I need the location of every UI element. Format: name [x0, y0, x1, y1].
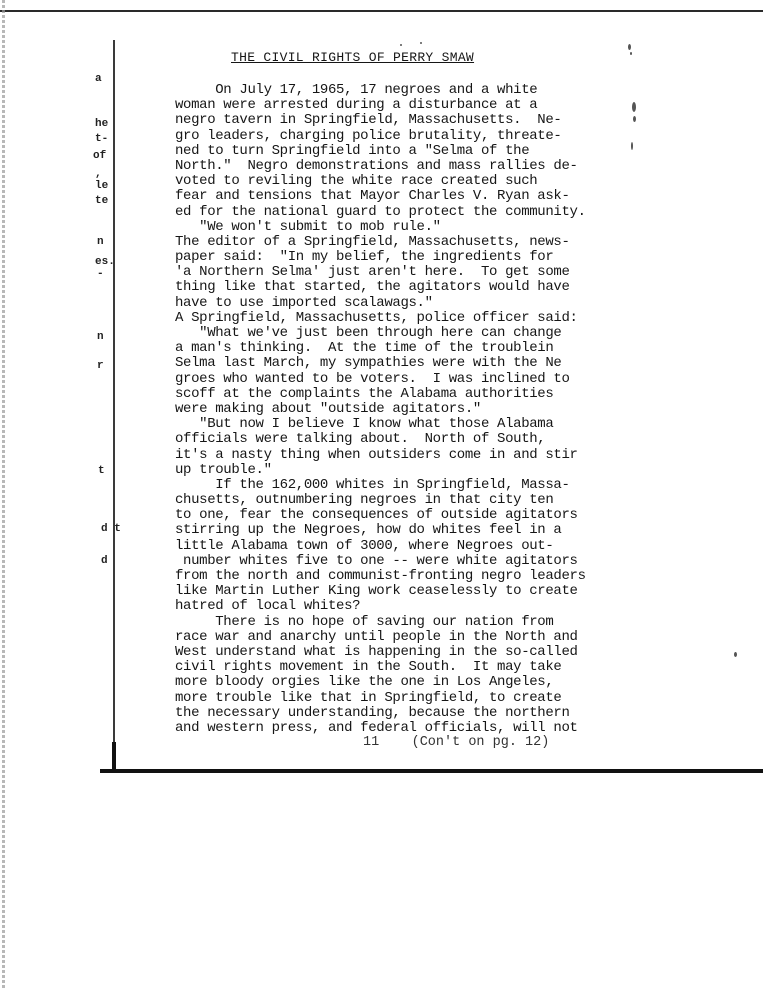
text-line: West understand what is happening in the so-called — [175, 643, 578, 660]
text-line: race war and anarchy until people in the North and — [175, 628, 578, 645]
text-line: gro leaders, charging police brutality, threate- — [175, 127, 562, 144]
text-line: were making about "outside agitators." — [175, 400, 481, 417]
text-line: North." Negro demonstrations and mass rallies de- — [175, 157, 578, 174]
text-line: "We won't submit to mob rule." — [175, 218, 441, 235]
margin-fragment: t- — [95, 133, 109, 145]
text-line: up trouble." — [175, 461, 272, 478]
text-line: Selma last March, my sympathies were with the Ne — [175, 355, 562, 372]
text-line: If the 162,000 whites in Springfield, Massa- — [175, 476, 570, 493]
text-line: a man's thinking. At the time of the troublein — [175, 340, 554, 357]
bottom-border-line — [100, 769, 763, 773]
article-body — [175, 83, 655, 736]
text-line: to one, fear the consequences of outside agitators — [175, 507, 578, 524]
page-title: THE CIVIL RIGHTS OF PERRY SMAW — [231, 50, 475, 65]
text-line: the necessary understanding, because the northern — [175, 704, 570, 721]
previous-page-bleed-column — [0, 0, 130, 990]
margin-fragment: a — [95, 73, 102, 85]
text-line: negro tavern in Springfield, Massachusetts. Ne- — [175, 112, 562, 129]
text-line: A Springfield, Massachusetts, police officer said: — [175, 309, 578, 326]
margin-fragment: , — [95, 168, 102, 180]
text-line: ed for the national guard to protect the community. — [175, 203, 586, 220]
text-line: thing like that started, the agitators would have — [175, 279, 570, 296]
margin-fragment: n — [97, 236, 104, 248]
margin-fragment: he — [95, 118, 109, 130]
text-line: like Martin Luther King work ceaselessly to create — [175, 583, 578, 600]
text-line: ned to turn Springfield into a "Selma of the — [175, 142, 530, 159]
margin-fragment: t — [98, 465, 105, 477]
text-line: chusetts, outnumbering negroes in that city ten — [175, 492, 554, 509]
text-line: On July 17, 1965, 17 negroes and a white — [175, 82, 538, 98]
margin-fragment: te — [95, 195, 109, 207]
text-line: and western press, and federal officials, will not — [175, 719, 578, 736]
text-line: paper said: "In my belief, the ingredients for — [175, 249, 554, 266]
scan-speck — [400, 44, 402, 46]
text-line: The editor of a Springfield, Massachusetts, news- — [175, 233, 570, 250]
text-line: officials were talking about. North of South, — [175, 431, 546, 448]
text-line: 'a Northern Selma' just aren't here. To get some — [175, 264, 570, 281]
scan-speck — [420, 42, 422, 44]
text-line: voted to reviling the white race created such — [175, 173, 538, 190]
margin-fragment: es. — [95, 256, 115, 268]
text-line: civil rights movement in the South. It may take — [175, 659, 562, 676]
text-line: "But now I believe I know what those Alabama — [175, 416, 554, 433]
text-line: There is no hope of saving our nation from — [175, 613, 554, 630]
margin-fragment: n — [97, 331, 104, 343]
text-line: scoff at the complaints the Alabama authorities — [175, 385, 554, 402]
text-line: hatred of local whites? — [175, 598, 361, 615]
margin-fragment: le — [95, 180, 109, 192]
text-line: from the north and communist-fronting negro leaders — [175, 568, 586, 584]
text-line: fear and tensions that Mayor Charles V. Ryan ask- — [175, 188, 570, 205]
margin-fragment: d — [101, 555, 108, 567]
margin-fragment: of — [93, 150, 107, 162]
page-footer: 11 (Con't on pg. 12) — [363, 735, 550, 750]
text-line: groes who wanted to be voters. I was inclined to — [175, 370, 570, 387]
scan-speck — [734, 652, 737, 657]
text-line: number whites five to one -- were white agitators — [175, 552, 578, 569]
margin-fragment: - — [97, 268, 104, 280]
margin-fragment: r — [97, 360, 104, 372]
text-line: have to use imported scalawags." — [175, 294, 433, 311]
text-line: little Alabama town of 3000, where Negroes out- — [175, 537, 554, 554]
text-line: more trouble like that in Springfield, to create — [175, 689, 562, 706]
text-line: stirring up the Negroes, how do whites feel in a — [175, 522, 562, 539]
text-line: woman were arrested during a disturbance at a — [175, 97, 538, 114]
text-line: it's a nasty thing when outsiders come in and stir — [175, 446, 578, 463]
margin-fragment: d t — [101, 523, 121, 535]
text-line: more bloody orgies like the one in Los Angeles, — [175, 674, 554, 691]
text-line: "What we've just been through here can change — [175, 325, 562, 341]
